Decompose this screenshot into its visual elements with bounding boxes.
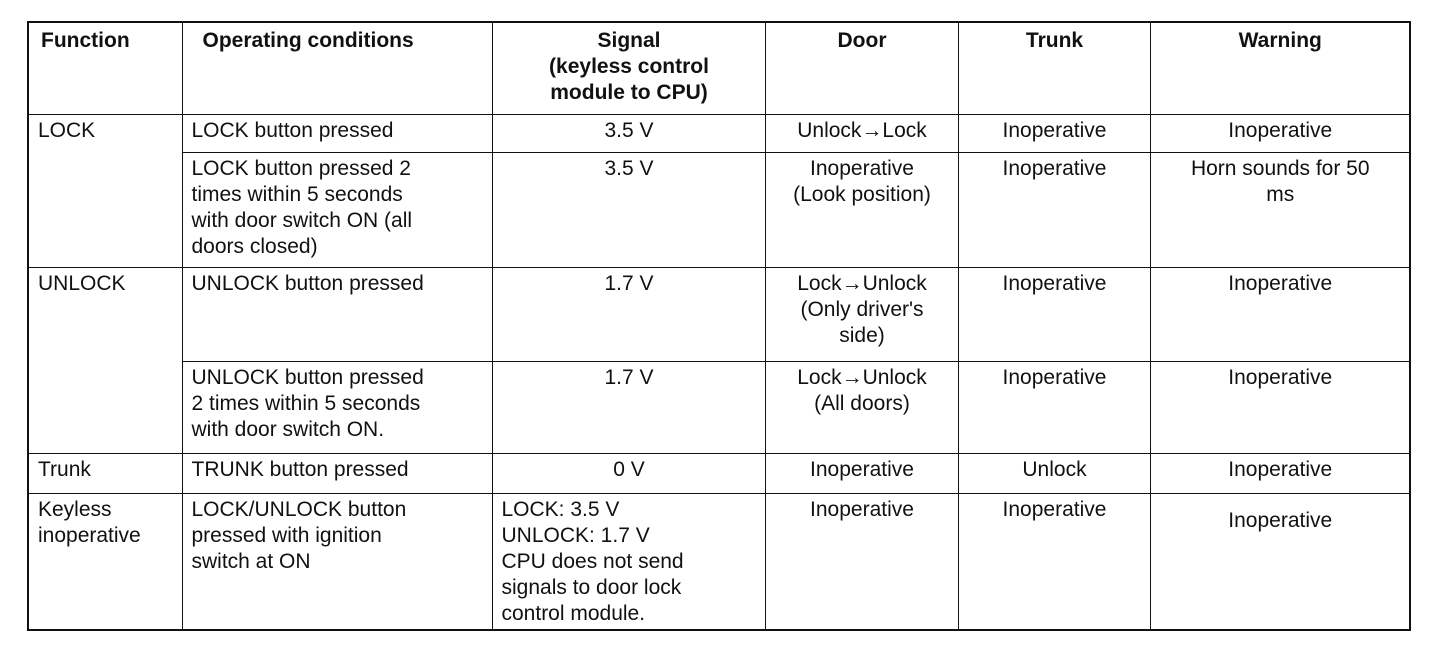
warning-cell: Inoperative [1150, 267, 1410, 361]
door-cell: Lock→Unlock (All doors) [765, 361, 958, 453]
header-operating-conditions: Operating conditions [182, 22, 492, 114]
trunk-cell: Inoperative [958, 267, 1150, 361]
warning-cell: Inoperative [1150, 361, 1410, 453]
trunk-cell: Inoperative [958, 152, 1150, 267]
signal-cell: LOCK: 3.5 V UNLOCK: 1.7 V CPU does not send signals to door lock control module. [492, 493, 765, 630]
condition-cell: LOCK button pressed [182, 114, 492, 152]
function-cell-lock: LOCK [28, 114, 182, 267]
door-cell: Inoperative [765, 453, 958, 493]
header-function: Function [28, 22, 182, 114]
header-door: Door [765, 22, 958, 114]
door-cell: Inoperative [765, 493, 958, 630]
header-trunk: Trunk [958, 22, 1150, 114]
table-row [28, 453, 1410, 493]
trunk-cell: Inoperative [958, 493, 1150, 630]
door-cell: Lock→Unlock (Only driver's side) [765, 267, 958, 361]
warning-cell: Inoperative [1150, 114, 1410, 152]
function-cell-keyless-inoperative: Keyless inoperative [28, 493, 182, 630]
condition-cell: LOCK/UNLOCK button pressed with ignition switch at ON [182, 493, 492, 630]
table-row [28, 267, 1410, 361]
warning-cell: Horn sounds for 50 ms [1150, 152, 1410, 267]
door-cell: Inoperative (Look position) [765, 152, 958, 267]
table-row [28, 152, 1410, 267]
condition-cell: UNLOCK button pressed [182, 267, 492, 361]
header-row [28, 22, 1410, 114]
trunk-cell: Inoperative [958, 361, 1150, 453]
warning-cell: Inoperative [1150, 453, 1410, 493]
signal-cell: 3.5 V [492, 152, 765, 267]
table-row [28, 114, 1410, 152]
signal-cell: 1.7 V [492, 267, 765, 361]
table-row [28, 361, 1410, 453]
warning-cell: Inoperative [1150, 493, 1410, 630]
trunk-cell: Inoperative [958, 114, 1150, 152]
header-warning: Warning [1150, 22, 1410, 114]
condition-cell: UNLOCK button pressed 2 times within 5 seconds with door switch ON. [182, 361, 492, 453]
condition-cell: TRUNK button pressed [182, 453, 492, 493]
signal-cell: 0 V [492, 453, 765, 493]
function-cell-trunk: Trunk [28, 453, 182, 493]
door-cell: Unlock→Lock [765, 114, 958, 152]
function-cell-unlock: UNLOCK [28, 267, 182, 453]
trunk-cell: Unlock [958, 453, 1150, 493]
table-row [28, 493, 1410, 630]
header-signal: Signal (keyless control module to CPU) [492, 22, 765, 114]
signal-cell: 1.7 V [492, 361, 765, 453]
condition-cell: LOCK button pressed 2 times within 5 seconds with door switch ON (all doors closed) [182, 152, 492, 267]
keyless-function-table [27, 21, 1411, 631]
signal-cell: 3.5 V [492, 114, 765, 152]
